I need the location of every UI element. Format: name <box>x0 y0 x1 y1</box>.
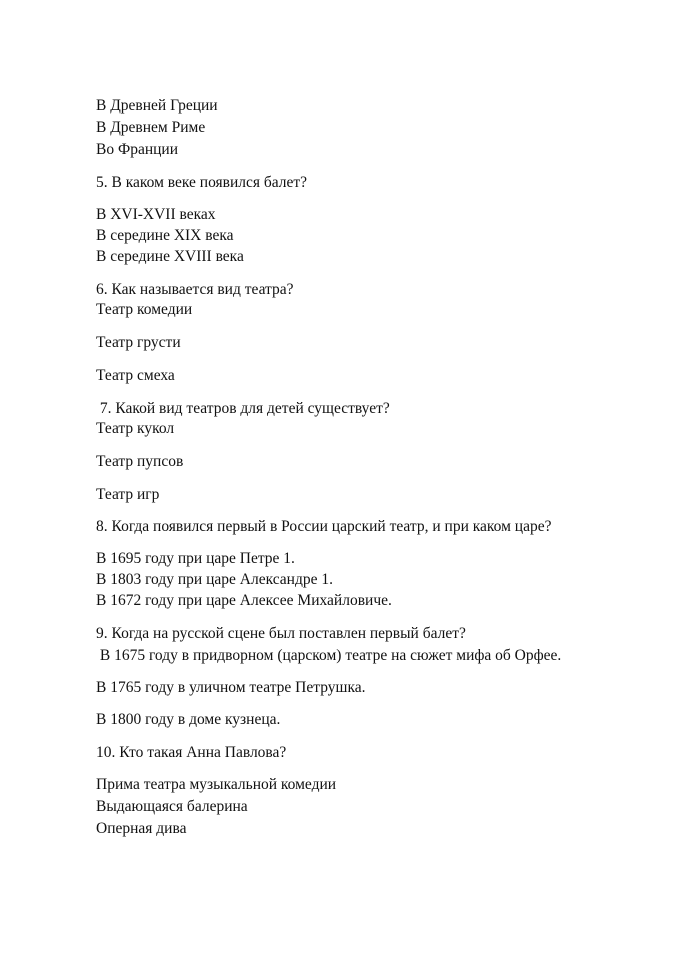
answer-option: В 1695 году при царе Петре 1. <box>96 550 295 567</box>
answer-option: В XVI-XVII веках <box>96 206 216 223</box>
answer-option: Театр пупсов <box>96 453 184 470</box>
answer-option: В Древнем Риме <box>96 119 206 136</box>
answer-option: Театр комедии <box>96 301 193 318</box>
answer-option: В 1803 году при царе Александре 1. <box>96 571 333 588</box>
answer-option: Выдающаяся балерина <box>96 798 248 815</box>
answer-option: В 1765 году в уличном театре Петрушка. <box>96 679 366 696</box>
answer-option: Оперная дива <box>96 820 187 837</box>
answer-option: В 1675 году в придворном (царском) театре на сюжет мифа об Орфее. <box>96 647 562 664</box>
answer-option: Театр игр <box>96 486 160 503</box>
answer-option: Во Франции <box>96 141 179 158</box>
answer-option: В Древней Греции <box>96 97 218 114</box>
answer-option: В 1672 году при царе Алексее Михайловиче. <box>96 592 392 609</box>
answer-option: В середине XIX века <box>96 227 234 244</box>
answer-option: Театр смеха <box>96 367 175 384</box>
question-7: 7. Какой вид театров для детей существует? <box>96 400 390 417</box>
answer-option: В середине XVIII века <box>96 248 244 265</box>
answer-option: Театр грусти <box>96 334 181 351</box>
answer-option: Прима театра музыкальной комедии <box>96 776 337 793</box>
question-8: 8. Когда появился первый в России царский театр, и при каком царе? <box>96 518 552 535</box>
question-6: 6. Как называется вид театра? <box>96 281 294 298</box>
question-5: 5. В каком веке появился балет? <box>96 174 308 191</box>
answer-option: В 1800 году в доме кузнеца. <box>96 711 281 728</box>
question-10: 10. Кто такая Анна Павлова? <box>96 744 287 761</box>
answer-option: Театр кукол <box>96 420 175 437</box>
question-9: 9. Когда на русской сцене был поставлен первый балет? <box>96 625 466 642</box>
